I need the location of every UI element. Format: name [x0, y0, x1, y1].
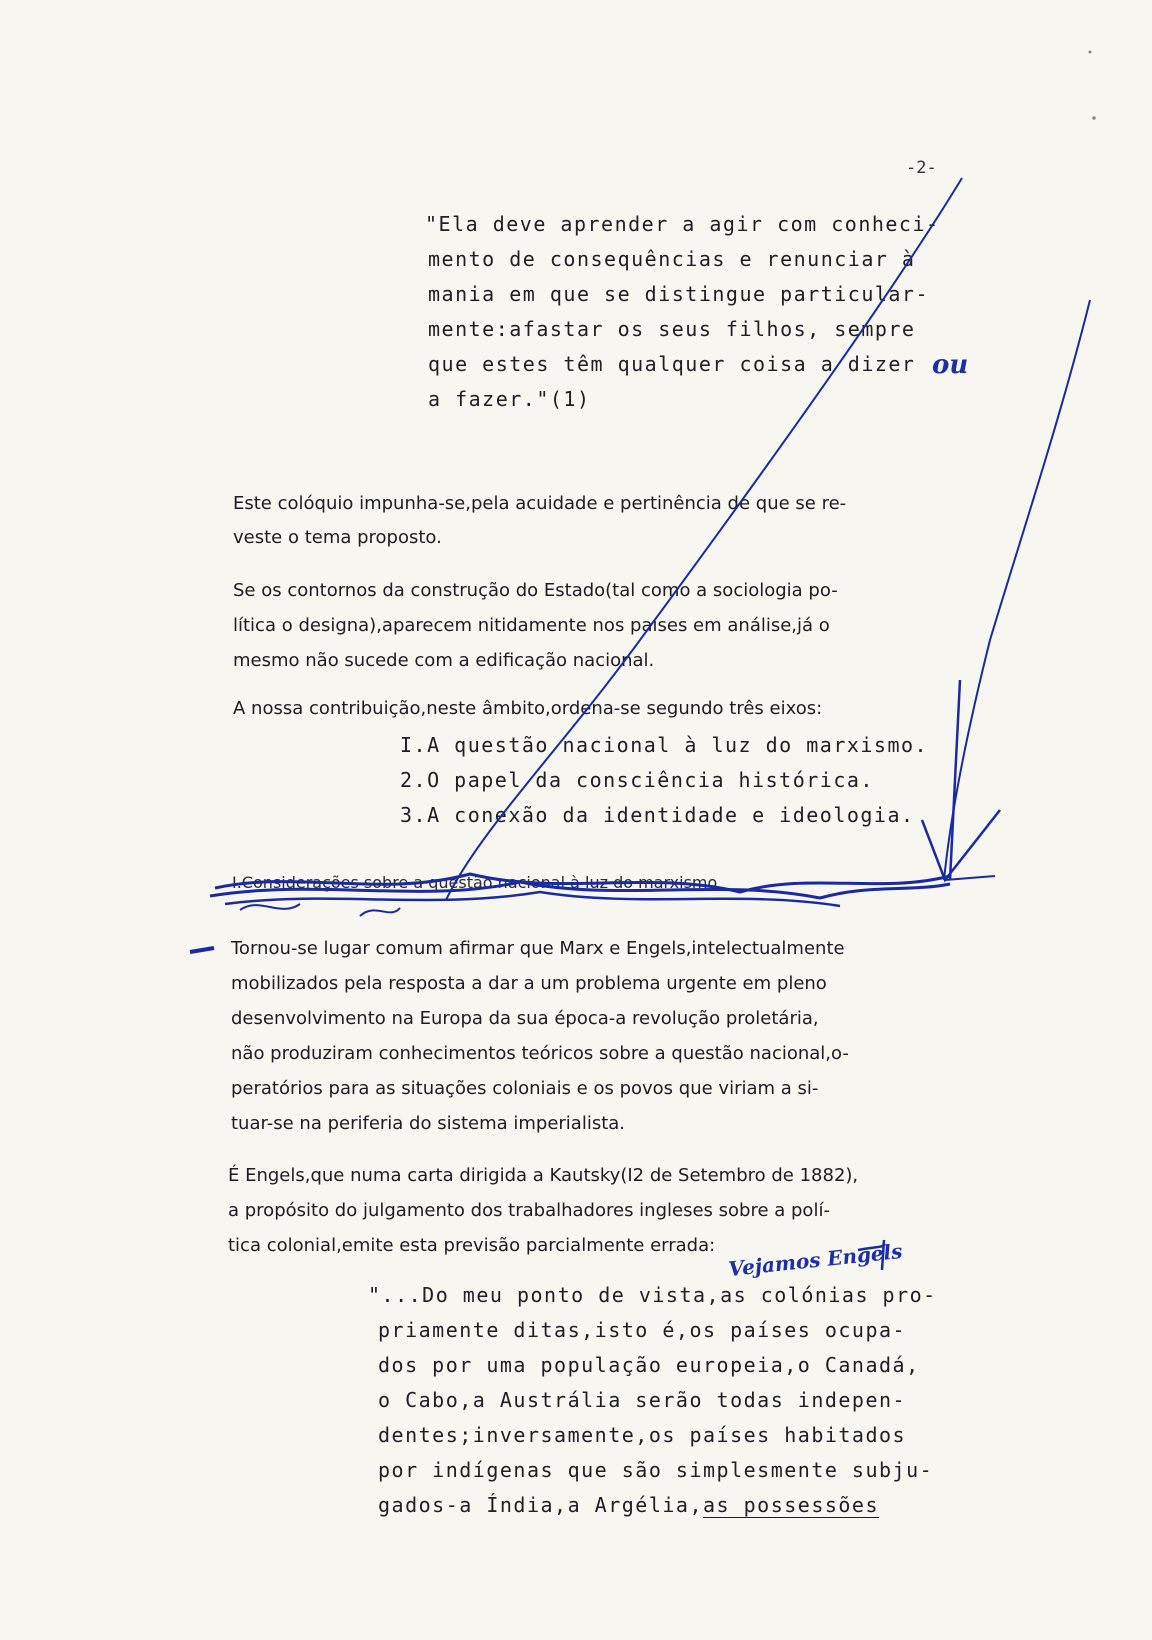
- paragraph-line: tica colonial,emite esta previsão parcialmente errada:: [228, 1235, 716, 1256]
- paragraph-line: lítica o designa),aparecem nitidamente nos países em análise,já o: [233, 615, 830, 636]
- speck: [1089, 51, 1092, 54]
- paragraph-line: É Engels,que numa carta dirigida a Kautsky(I2 de Setembro de 1882),: [228, 1165, 859, 1186]
- quote-line: "...Do meu ponto de vista,as colónias pro-: [368, 1283, 937, 1307]
- paragraph-line: peratórios para as situações coloniais e os povos que viriam a si-: [231, 1078, 819, 1099]
- arrow-shaft: [950, 680, 960, 880]
- paragraph-line: mesmo não sucede com a edificação nacional.: [233, 650, 655, 671]
- handwritten-annotation: Vejamos Engels: [727, 1238, 904, 1282]
- margin-dash: [190, 948, 214, 952]
- quote-line: o Cabo,a Austrália serão todas indepen-: [378, 1388, 907, 1412]
- quote-line: "Ela deve aprender a agir com conheci-: [425, 212, 940, 236]
- strike-scribble: [240, 904, 400, 916]
- quote-line-text: gados-a Índia,a Argélia,: [378, 1493, 703, 1517]
- quote-line: a fazer."(1): [428, 387, 591, 411]
- paragraph-line: tuar-se na periferia do sistema imperialista.: [231, 1113, 626, 1134]
- quote-line: mento de consequências e renunciar à: [428, 247, 916, 271]
- quote-line: dentes;inversamente,os países habitados: [378, 1423, 907, 1447]
- paragraph-line: Se os contornos da construção do Estado(tal como a sociologia po-: [233, 580, 838, 601]
- axis-item: I.A questão nacional à luz do marxismo.: [400, 733, 929, 757]
- strike-scribble: [225, 892, 840, 906]
- paragraph-line: Este colóquio impunha-se,pela acuidade e pertinência de que se re-: [233, 493, 847, 514]
- axis-item: 3.A conexão da identidade e ideologia.: [400, 803, 915, 827]
- paragraph-line: Tornou-se lugar comum afirmar que Marx e Engels,intelectualmente: [231, 938, 845, 959]
- paragraph-line: veste o tema proposto.: [233, 527, 442, 548]
- speck: [1092, 116, 1096, 120]
- paragraph-line: não produziram conhecimentos teóricos sobre a questão nacional,o-: [231, 1043, 849, 1064]
- quote-line: por indígenas que são simplesmente subju-: [378, 1458, 934, 1482]
- arrow-head: [922, 810, 1000, 880]
- quote-line: que estes têm qualquer coisa a dizer: [428, 352, 916, 376]
- paragraph-line: a propósito do julgamento dos trabalhadores ingleses sobre a polí-: [228, 1200, 830, 1221]
- quote-line: priamente ditas,isto é,os países ocupa-: [378, 1318, 907, 1342]
- quote-line: dos por uma população europeia,o Canadá,: [378, 1353, 920, 1377]
- paragraph-line: desenvolvimento na Europa da sua época-a revolução proletária,: [231, 1008, 819, 1029]
- paragraph-line: mobilizados pela resposta a dar a um problema urgente em pleno: [231, 973, 827, 994]
- paragraph-contribution: A nossa contribuição,neste âmbito,ordena-se segundo três eixos:: [233, 698, 823, 719]
- page-number: -2-: [906, 158, 937, 178]
- arrow-tail: [945, 876, 995, 880]
- underlined-phrase: as possessões: [702, 1493, 880, 1517]
- right-pen-line: [944, 300, 1090, 880]
- handwritten-ou: ou: [932, 350, 969, 380]
- quote-line: mente:afastar os seus filhos, sempre: [428, 317, 916, 341]
- axis-item: 2.O papel da consciência histórica.: [400, 768, 874, 792]
- quote-line: [378, 1493, 879, 1517]
- struck-heading: I.Considerações sobre a questão nacional à luz do marxismo: [232, 873, 718, 892]
- quote-line: mania em que se distingue particular-: [428, 282, 930, 306]
